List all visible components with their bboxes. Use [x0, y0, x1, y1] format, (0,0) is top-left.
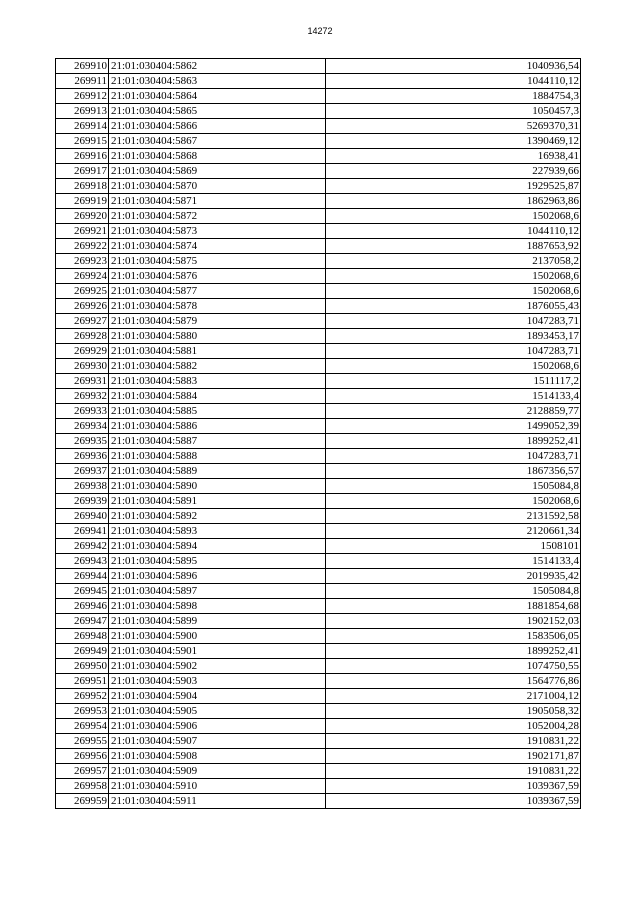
row-number-cell: 269913 — [56, 104, 109, 119]
cadastral-number-cell: 21:01:030404:5890 — [109, 479, 326, 494]
table-row — [56, 59, 581, 74]
cadastral-number-cell: 21:01:030404:5899 — [109, 614, 326, 629]
cadastral-value-cell: 1899252,41 — [326, 644, 581, 659]
cadastral-value-cell: 1047283,71 — [326, 449, 581, 464]
table-row — [56, 509, 581, 524]
row-number-cell: 269935 — [56, 434, 109, 449]
row-number-cell: 269921 — [56, 224, 109, 239]
table-row — [56, 599, 581, 614]
cadastral-number-cell: 21:01:030404:5884 — [109, 389, 326, 404]
cadastral-value-cell: 1074750,55 — [326, 659, 581, 674]
row-number-cell: 269915 — [56, 134, 109, 149]
row-number-cell: 269914 — [56, 119, 109, 134]
cadastral-number-cell: 21:01:030404:5908 — [109, 749, 326, 764]
row-number-cell: 269955 — [56, 734, 109, 749]
cadastral-number-cell: 21:01:030404:5886 — [109, 419, 326, 434]
row-number-cell: 269925 — [56, 284, 109, 299]
row-number-cell: 269928 — [56, 329, 109, 344]
row-number-cell: 269946 — [56, 599, 109, 614]
table-row — [56, 629, 581, 644]
table-row — [56, 269, 581, 284]
cadastral-number-cell: 21:01:030404:5862 — [109, 59, 326, 74]
cadastral-number-cell: 21:01:030404:5876 — [109, 269, 326, 284]
table-row — [56, 584, 581, 599]
cadastral-value-cell: 1052004,28 — [326, 719, 581, 734]
table-row — [56, 494, 581, 509]
row-number-cell: 269939 — [56, 494, 109, 509]
cadastral-value-cell: 1902171,87 — [326, 749, 581, 764]
cadastral-value-cell: 2131592,58 — [326, 509, 581, 524]
table-row — [56, 404, 581, 419]
cadastral-number-cell: 21:01:030404:5910 — [109, 779, 326, 794]
row-number-cell: 269920 — [56, 209, 109, 224]
table-row — [56, 794, 581, 809]
cadastral-value-cell: 1876055,43 — [326, 299, 581, 314]
cadastral-number-cell: 21:01:030404:5866 — [109, 119, 326, 134]
cadastral-number-cell: 21:01:030404:5863 — [109, 74, 326, 89]
table-row — [56, 689, 581, 704]
cadastral-number-cell: 21:01:030404:5898 — [109, 599, 326, 614]
cadastral-value-cell: 1884754,3 — [326, 89, 581, 104]
table-row — [56, 524, 581, 539]
table-row — [56, 614, 581, 629]
cadastral-value-cell: 1505084,8 — [326, 479, 581, 494]
cadastral-number-cell: 21:01:030404:5900 — [109, 629, 326, 644]
row-number-cell: 269918 — [56, 179, 109, 194]
cadastral-value-cell: 1887653,92 — [326, 239, 581, 254]
cadastral-number-cell: 21:01:030404:5903 — [109, 674, 326, 689]
cadastral-number-cell: 21:01:030404:5895 — [109, 554, 326, 569]
cadastral-number-cell: 21:01:030404:5875 — [109, 254, 326, 269]
row-number-cell: 269937 — [56, 464, 109, 479]
table-row — [56, 449, 581, 464]
cadastral-value-cell: 1514133,4 — [326, 389, 581, 404]
row-number-cell: 269950 — [56, 659, 109, 674]
row-number-cell: 269919 — [56, 194, 109, 209]
cadastral-value-cell: 1039367,59 — [326, 779, 581, 794]
cadastral-number-cell: 21:01:030404:5879 — [109, 314, 326, 329]
cadastral-number-cell: 21:01:030404:5911 — [109, 794, 326, 809]
cadastral-number-cell: 21:01:030404:5869 — [109, 164, 326, 179]
table-row — [56, 374, 581, 389]
table-row — [56, 224, 581, 239]
table-row — [56, 479, 581, 494]
table-row — [56, 134, 581, 149]
cadastral-number-cell: 21:01:030404:5872 — [109, 209, 326, 224]
row-number-cell: 269952 — [56, 689, 109, 704]
cadastral-number-cell: 21:01:030404:5904 — [109, 689, 326, 704]
cadastral-value-cell: 1047283,71 — [326, 314, 581, 329]
row-number-cell: 269917 — [56, 164, 109, 179]
row-number-cell: 269945 — [56, 584, 109, 599]
row-number-cell: 269954 — [56, 719, 109, 734]
cadastral-value-cell: 1862963,86 — [326, 194, 581, 209]
cadastral-number-cell: 21:01:030404:5868 — [109, 149, 326, 164]
row-number-cell: 269936 — [56, 449, 109, 464]
cadastral-value-cell: 1502068,6 — [326, 209, 581, 224]
row-number-cell: 269922 — [56, 239, 109, 254]
cadastral-value-cell: 1893453,17 — [326, 329, 581, 344]
table-row — [56, 254, 581, 269]
cadastral-number-cell: 21:01:030404:5906 — [109, 719, 326, 734]
row-number-cell: 269938 — [56, 479, 109, 494]
cadastral-number-cell: 21:01:030404:5870 — [109, 179, 326, 194]
table-row — [56, 464, 581, 479]
row-number-cell: 269940 — [56, 509, 109, 524]
table-row — [56, 674, 581, 689]
cadastral-value-cell: 1040936,54 — [326, 59, 581, 74]
table-row — [56, 74, 581, 89]
row-number-cell: 269927 — [56, 314, 109, 329]
cadastral-value-cell: 2171004,12 — [326, 689, 581, 704]
table-row — [56, 239, 581, 254]
cadastral-number-cell: 21:01:030404:5864 — [109, 89, 326, 104]
row-number-cell: 269959 — [56, 794, 109, 809]
cadastral-value-cell: 227939,66 — [326, 164, 581, 179]
cadastral-value-cell: 1044110,12 — [326, 74, 581, 89]
page-number: 14272 — [307, 26, 333, 36]
table-row — [56, 314, 581, 329]
cadastral-value-cell: 1583506,05 — [326, 629, 581, 644]
cadastral-number-cell: 21:01:030404:5881 — [109, 344, 326, 359]
cadastral-number-cell: 21:01:030404:5889 — [109, 464, 326, 479]
cadastral-value-cell: 1502068,6 — [326, 284, 581, 299]
table-row — [56, 764, 581, 779]
row-number-cell: 269941 — [56, 524, 109, 539]
row-number-cell: 269958 — [56, 779, 109, 794]
row-number-cell: 269932 — [56, 389, 109, 404]
cadastral-value-cell: 16938,41 — [326, 149, 581, 164]
table-row — [56, 419, 581, 434]
table-row — [56, 89, 581, 104]
table-row — [56, 659, 581, 674]
table-row — [56, 344, 581, 359]
table-row — [56, 719, 581, 734]
cadastral-value-cell: 1910831,22 — [326, 734, 581, 749]
cadastral-value-cell: 1508101 — [326, 539, 581, 554]
row-number-cell: 269943 — [56, 554, 109, 569]
row-number-cell: 269953 — [56, 704, 109, 719]
cadastral-number-cell: 21:01:030404:5897 — [109, 584, 326, 599]
table-row — [56, 359, 581, 374]
cadastral-value-cell: 1867356,57 — [326, 464, 581, 479]
cadastral-number-cell: 21:01:030404:5883 — [109, 374, 326, 389]
cadastral-number-cell: 21:01:030404:5901 — [109, 644, 326, 659]
row-number-cell: 269926 — [56, 299, 109, 314]
table-row — [56, 119, 581, 134]
cadastral-value-cell: 1514133,4 — [326, 554, 581, 569]
cadastral-number-cell: 21:01:030404:5893 — [109, 524, 326, 539]
row-number-cell: 269929 — [56, 344, 109, 359]
cadastral-value-cell: 1050457,3 — [326, 104, 581, 119]
row-number-cell: 269944 — [56, 569, 109, 584]
cadastral-value-cell: 1910831,22 — [326, 764, 581, 779]
cadastral-value-cell: 1905058,32 — [326, 704, 581, 719]
row-number-cell: 269949 — [56, 644, 109, 659]
cadastral-value-cell: 1564776,86 — [326, 674, 581, 689]
table-row — [56, 299, 581, 314]
cadastral-number-cell: 21:01:030404:5888 — [109, 449, 326, 464]
cadastral-number-cell: 21:01:030404:5905 — [109, 704, 326, 719]
cadastral-value-cell: 1505084,8 — [326, 584, 581, 599]
cadastral-value-cell: 1044110,12 — [326, 224, 581, 239]
cadastral-value-cell: 2128859,77 — [326, 404, 581, 419]
cadastral-value-cell: 1881854,68 — [326, 599, 581, 614]
registry-table — [55, 58, 581, 809]
table-row — [56, 734, 581, 749]
cadastral-number-cell: 21:01:030404:5887 — [109, 434, 326, 449]
row-number-cell: 269923 — [56, 254, 109, 269]
cadastral-value-cell: 1499052,39 — [326, 419, 581, 434]
row-number-cell: 269948 — [56, 629, 109, 644]
cadastral-number-cell: 21:01:030404:5894 — [109, 539, 326, 554]
table-row — [56, 179, 581, 194]
row-number-cell: 269934 — [56, 419, 109, 434]
cadastral-value-cell: 2019935,42 — [326, 569, 581, 584]
table-row — [56, 104, 581, 119]
cadastral-number-cell: 21:01:030404:5892 — [109, 509, 326, 524]
cadastral-value-cell: 2137058,2 — [326, 254, 581, 269]
cadastral-number-cell: 21:01:030404:5877 — [109, 284, 326, 299]
cadastral-number-cell: 21:01:030404:5907 — [109, 734, 326, 749]
registry-table-body — [56, 59, 581, 809]
cadastral-number-cell: 21:01:030404:5871 — [109, 194, 326, 209]
table-row — [56, 779, 581, 794]
cadastral-value-cell: 1502068,6 — [326, 494, 581, 509]
table-row — [56, 539, 581, 554]
table-row — [56, 164, 581, 179]
table-row — [56, 209, 581, 224]
cadastral-number-cell: 21:01:030404:5882 — [109, 359, 326, 374]
row-number-cell: 269911 — [56, 74, 109, 89]
cadastral-number-cell: 21:01:030404:5874 — [109, 239, 326, 254]
cadastral-number-cell: 21:01:030404:5896 — [109, 569, 326, 584]
cadastral-value-cell: 2120661,34 — [326, 524, 581, 539]
cadastral-number-cell: 21:01:030404:5891 — [109, 494, 326, 509]
row-number-cell: 269947 — [56, 614, 109, 629]
row-number-cell: 269931 — [56, 374, 109, 389]
table-row — [56, 554, 581, 569]
cadastral-value-cell: 1047283,71 — [326, 344, 581, 359]
row-number-cell: 269912 — [56, 89, 109, 104]
row-number-cell: 269916 — [56, 149, 109, 164]
cadastral-value-cell: 1902152,03 — [326, 614, 581, 629]
cadastral-number-cell: 21:01:030404:5867 — [109, 134, 326, 149]
table-row — [56, 644, 581, 659]
row-number-cell: 269951 — [56, 674, 109, 689]
table-row — [56, 389, 581, 404]
row-number-cell: 269956 — [56, 749, 109, 764]
table-row — [56, 749, 581, 764]
table-row — [56, 434, 581, 449]
cadastral-value-cell: 1390469,12 — [326, 134, 581, 149]
row-number-cell: 269910 — [56, 59, 109, 74]
table-row — [56, 194, 581, 209]
row-number-cell: 269924 — [56, 269, 109, 284]
cadastral-value-cell: 1511117,2 — [326, 374, 581, 389]
cadastral-number-cell: 21:01:030404:5885 — [109, 404, 326, 419]
row-number-cell: 269942 — [56, 539, 109, 554]
row-number-cell: 269930 — [56, 359, 109, 374]
cadastral-number-cell: 21:01:030404:5902 — [109, 659, 326, 674]
cadastral-value-cell: 1502068,6 — [326, 359, 581, 374]
row-number-cell: 269957 — [56, 764, 109, 779]
cadastral-value-cell: 1899252,41 — [326, 434, 581, 449]
cadastral-number-cell: 21:01:030404:5873 — [109, 224, 326, 239]
cadastral-number-cell: 21:01:030404:5878 — [109, 299, 326, 314]
cadastral-number-cell: 21:01:030404:5909 — [109, 764, 326, 779]
row-number-cell: 269933 — [56, 404, 109, 419]
cadastral-number-cell: 21:01:030404:5865 — [109, 104, 326, 119]
table-row — [56, 704, 581, 719]
table-row — [56, 284, 581, 299]
cadastral-number-cell: 21:01:030404:5880 — [109, 329, 326, 344]
table-row — [56, 149, 581, 164]
table-row — [56, 569, 581, 584]
cadastral-value-cell: 1929525,87 — [326, 179, 581, 194]
cadastral-value-cell: 5269370,31 — [326, 119, 581, 134]
cadastral-value-cell: 1502068,6 — [326, 269, 581, 284]
cadastral-value-cell: 1039367,59 — [326, 794, 581, 809]
table-row — [56, 329, 581, 344]
